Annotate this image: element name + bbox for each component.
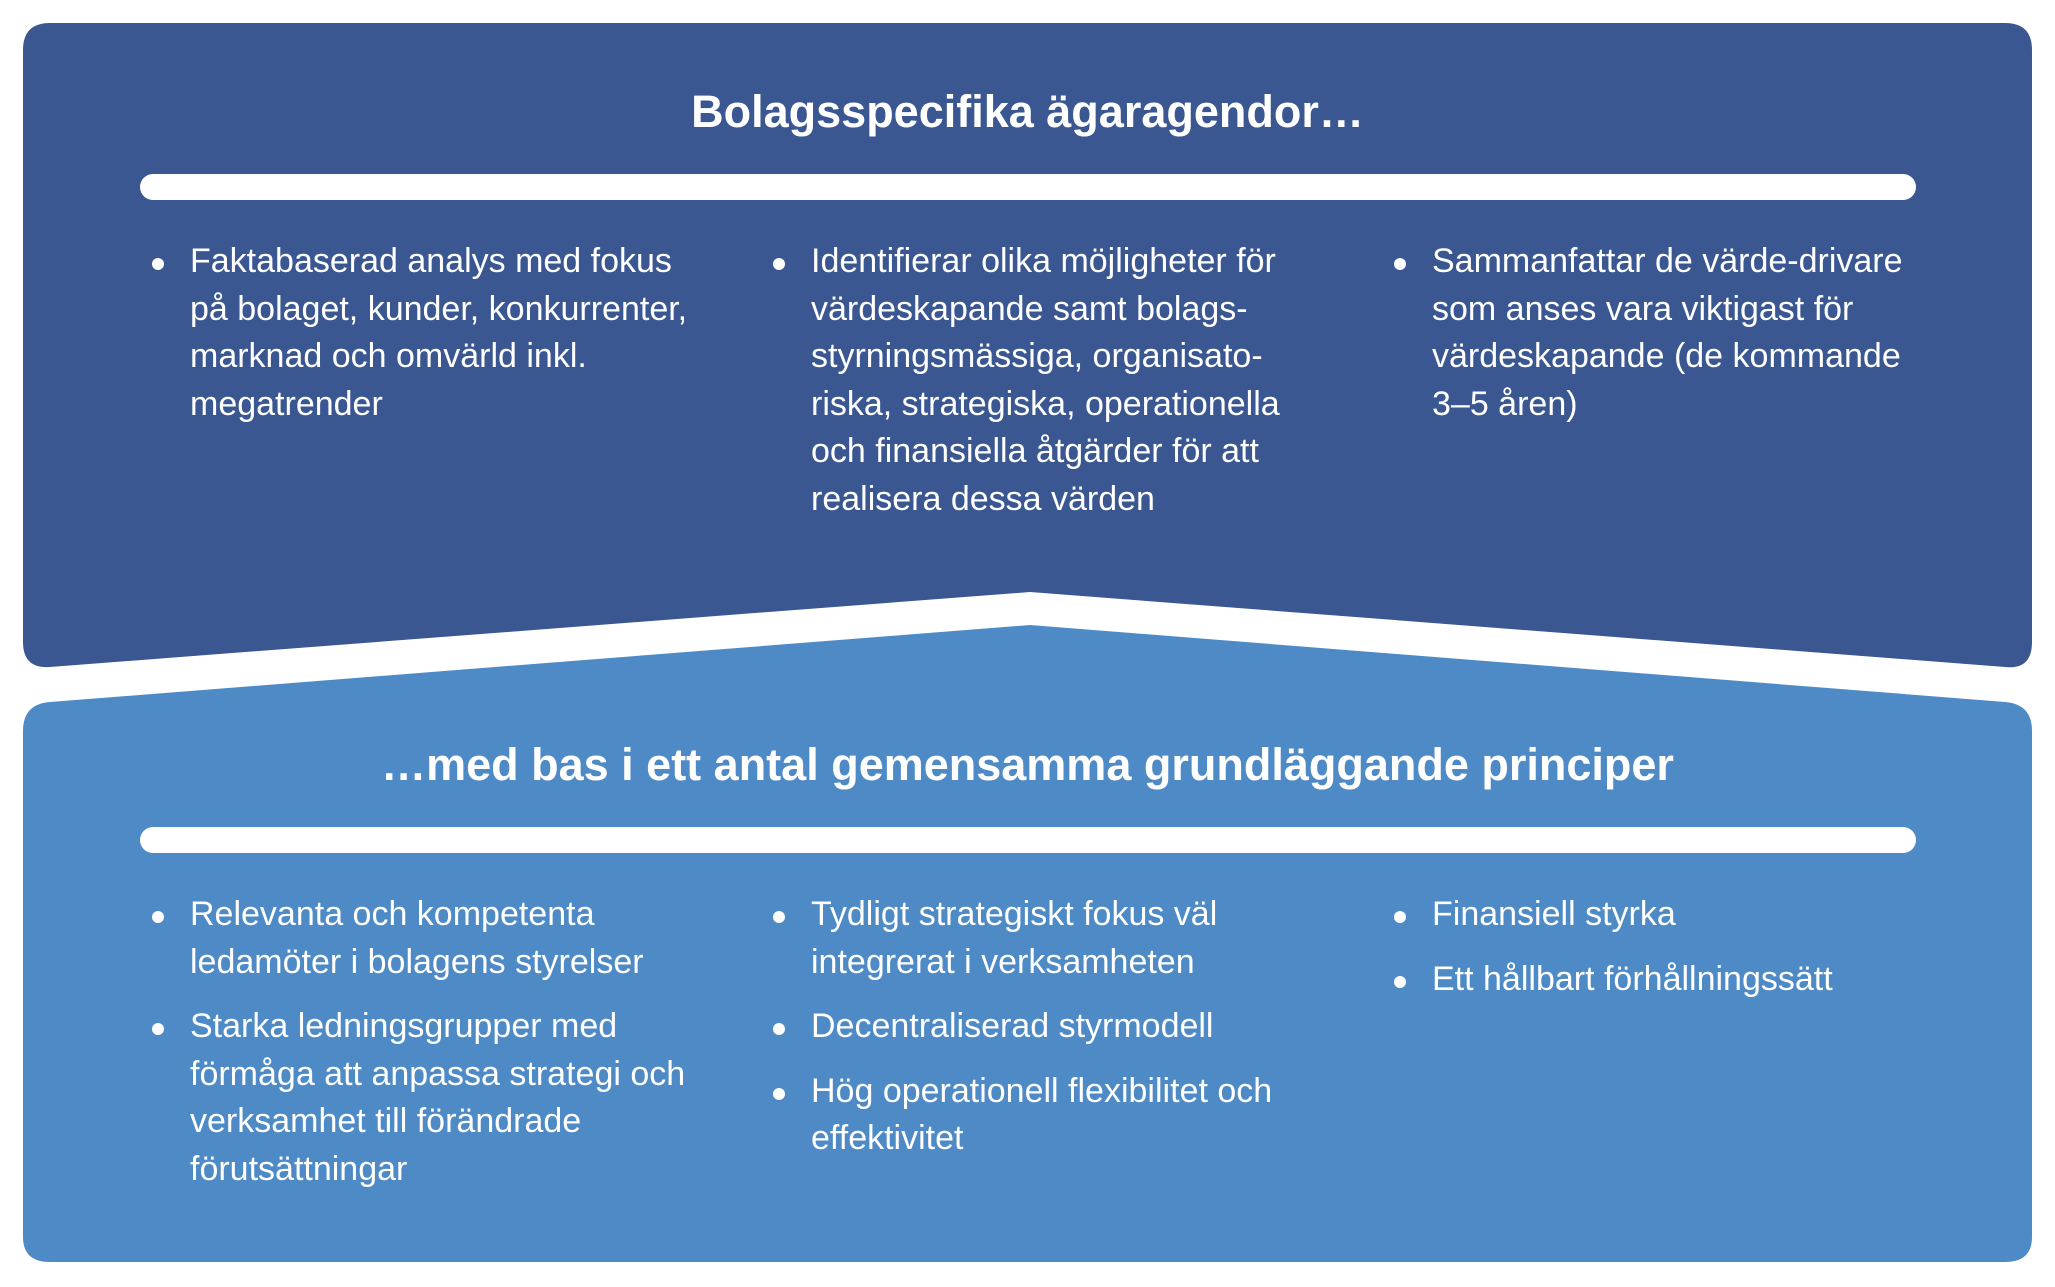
bottom-panel-title: …med bas i ett antal gemensamma grundläggande principer [381,739,1674,790]
top-column-2 [765,238,1340,540]
bullet-item: Starka ledningsgrupper med förmåga att anpassa strategi och verksamhet till förändrade förutsättningar [144,1003,719,1193]
bullet-item: Ett hållbart förhållningssätt [1386,956,1946,1004]
bullet-item: Tydligt strategiskt fokus väl integrerat i verksamheten [765,891,1340,986]
bullet-item: Hög operationell flexibilitet och effektivitet [765,1068,1340,1163]
bullet-item: Relevanta och kompetenta ledamöter i bolagens styrelser [144,891,719,986]
bullet-item: Decentraliserad styrmodell [765,1003,1340,1051]
top-divider [140,174,1916,200]
bullet-item: Finansiell styrka [1386,891,1946,939]
bullet-item: Sammanfattar de värde-drivare som anses vara viktigast för värdeskapande (de kommande 3–5 åren) [1386,238,1946,428]
bottom-column-2 [765,891,1340,1180]
bottom-column-1 [144,891,719,1210]
top-column-1 [144,238,719,445]
bullet-item: Identifierar olika möjligheter för värdeskapande samt bolags-styrningsmässiga, organisato-riska, strategiska, operationella och finansiella åtgärder för att realisera dessa värden [765,238,1340,523]
top-panel-title: Bolagsspecifika ägaragendor… [691,86,1364,137]
bottom-column-3 [1386,891,1946,1020]
bottom-divider [140,827,1916,853]
bullet-item: Faktabaserad analys med fokus på bolaget, kunder, konkurrenter, marknad och omvärld inkl. megatrender [144,238,719,428]
top-column-3 [1386,238,1946,445]
